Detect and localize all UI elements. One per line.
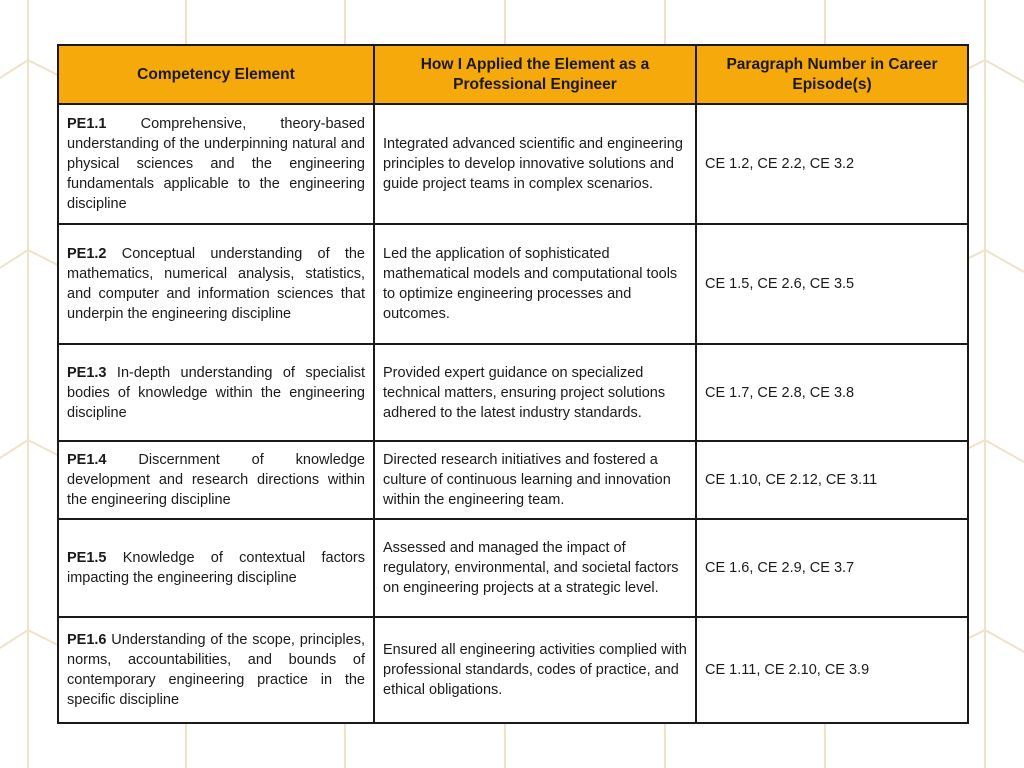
table-row (58, 441, 968, 519)
element-description: In-depth understanding of specialist bodies of knowledge within the engineering discipline (67, 364, 365, 421)
competency-element-cell (58, 441, 374, 519)
competency-table-container (57, 44, 967, 724)
paragraph-ref-cell: CE 1.5, CE 2.6, CE 3.5 (696, 224, 968, 344)
paragraph-ref-cell: CE 1.7, CE 2.8, CE 3.8 (696, 344, 968, 441)
competency-element-cell (58, 617, 374, 723)
element-code: PE1.2 (67, 246, 107, 262)
competency-element-cell (58, 104, 374, 224)
paragraph-ref-cell: CE 1.2, CE 2.2, CE 3.2 (696, 104, 968, 224)
competency-element-cell (58, 224, 374, 344)
table-row (58, 617, 968, 723)
table-row (58, 224, 968, 344)
table-header-row (58, 45, 968, 104)
table-row (58, 104, 968, 224)
element-description: Understanding of the scope, principles, norms, accountabilities, and bounds of contemporary engineering practice in the specific discipline (67, 632, 365, 708)
paragraph-ref-cell: CE 1.11, CE 2.10, CE 3.9 (696, 617, 968, 723)
application-cell: Provided expert guidance on specialized technical matters, ensuring project solutions adhered to the latest industry standards. (374, 344, 696, 441)
paragraph-ref-cell: CE 1.6, CE 2.9, CE 3.7 (696, 519, 968, 617)
element-code: PE1.1 (67, 116, 107, 132)
header-how-applied: How I Applied the Element as a Professional Engineer (374, 45, 696, 104)
application-cell: Directed research initiatives and fostered a culture of continuous learning and innovation within the engineering team. (374, 441, 696, 519)
competency-table (57, 44, 969, 724)
application-cell: Ensured all engineering activities complied with professional standards, codes of practice, and ethical obligations. (374, 617, 696, 723)
element-code: PE1.4 (67, 452, 107, 468)
application-cell: Integrated advanced scientific and engineering principles to develop innovative solutions and guide project teams in complex scenarios. (374, 104, 696, 224)
element-code: PE1.3 (67, 364, 107, 381)
competency-element-cell (58, 519, 374, 617)
table-row (58, 519, 968, 617)
element-code: PE1.5 (67, 550, 107, 566)
header-competency-element: Competency Element (58, 45, 374, 104)
element-description: Conceptual understanding of the mathematics, numerical analysis, statistics, and computer and information sciences that underpin the engineering discipline (67, 246, 365, 322)
application-cell: Assessed and managed the impact of regulatory, environmental, and societal factors on engineering projects at a strategic level. (374, 519, 696, 617)
element-description: Knowledge of contextual factors impacting the engineering discipline (67, 550, 365, 586)
element-description: Discernment of knowledge development and research directions within the engineering discipline (67, 452, 365, 508)
header-paragraph-number: Paragraph Number in Career Episode(s) (696, 45, 968, 104)
element-description: Comprehensive, theory-based understanding of the underpinning natural and physical sciences and the engineering fundamentals applicable to the engineering discipline (67, 116, 365, 212)
paragraph-ref-cell: CE 1.10, CE 2.12, CE 3.11 (696, 441, 968, 519)
competency-element-cell (58, 344, 374, 441)
element-code: PE1.6 (67, 632, 107, 648)
application-cell: Led the application of sophisticated mathematical models and computational tools to optimize engineering processes and outcomes. (374, 224, 696, 344)
table-row (58, 344, 968, 441)
